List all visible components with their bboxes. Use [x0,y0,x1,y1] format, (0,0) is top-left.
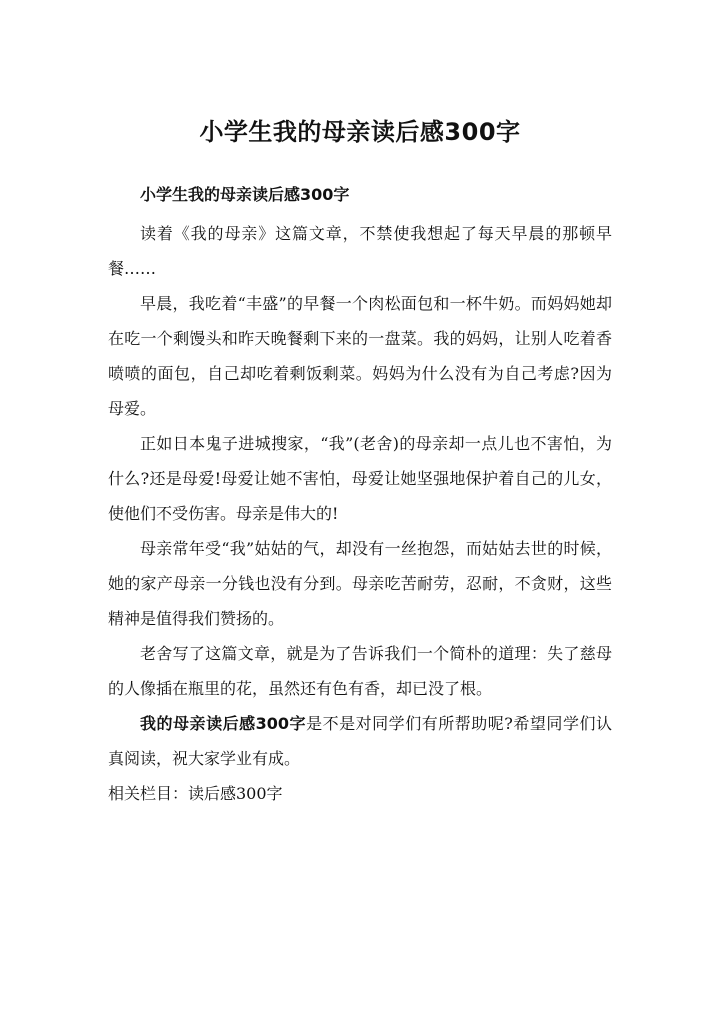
paragraph-2: 早晨，我吃着“丰盛”的早餐一个肉松面包和一杯牛奶。而妈妈她却在吃一个剩馒头和昨天晚餐剩下来的一盘菜。我的妈妈，让别人吃着香喷喷的面包，自己却吃着剩饭剩菜。妈妈为什么没有为自己考虑?因为母爱。 [108,294,612,418]
paragraph-4: 母亲常年受“我”姑姑的气，却没有一丝抱怨，而姑姑去世的时候，她的家产母亲一分钱也没有分到。母亲吃苦耐劳，忍耐，不贪财，这些精神是值得我们赞扬的。 [108,539,612,628]
paragraph-5: 老舍写了这篇文章，就是为了告诉我们一个简朴的道理：失了慈母的人像插在瓶里的花，虽然还有色有香，却已没了根。 [108,644,612,698]
related-column: 相关栏目：读后感300字 [108,784,283,803]
paragraph-3: 正如日本鬼子进城搜家，“我”(老舍)的母亲却一点儿也不害怕，为什么?还是母爱!母爱让她不害怕，母爱让她坚强地保护着自己的儿女，使他们不受伤害。母亲是伟大的! [108,434,612,523]
closing-paragraph [108,706,612,776]
document-page [108,108,612,811]
paragraph-1: 读着《我的母亲》这篇文章，不禁使我想起了每天早晨的那顿早餐…… [108,224,612,278]
closing-bold-lead: 我的母亲读后感300字 [140,714,307,733]
closing-text: 是不是对同学们有所帮助呢?希望同学们认真阅读，祝大家学业有成。 [108,714,612,768]
document-title: 小学生我的母亲读后感300字 [199,118,521,146]
document-subtitle: 小学生我的母亲读后感300字 [140,185,350,204]
